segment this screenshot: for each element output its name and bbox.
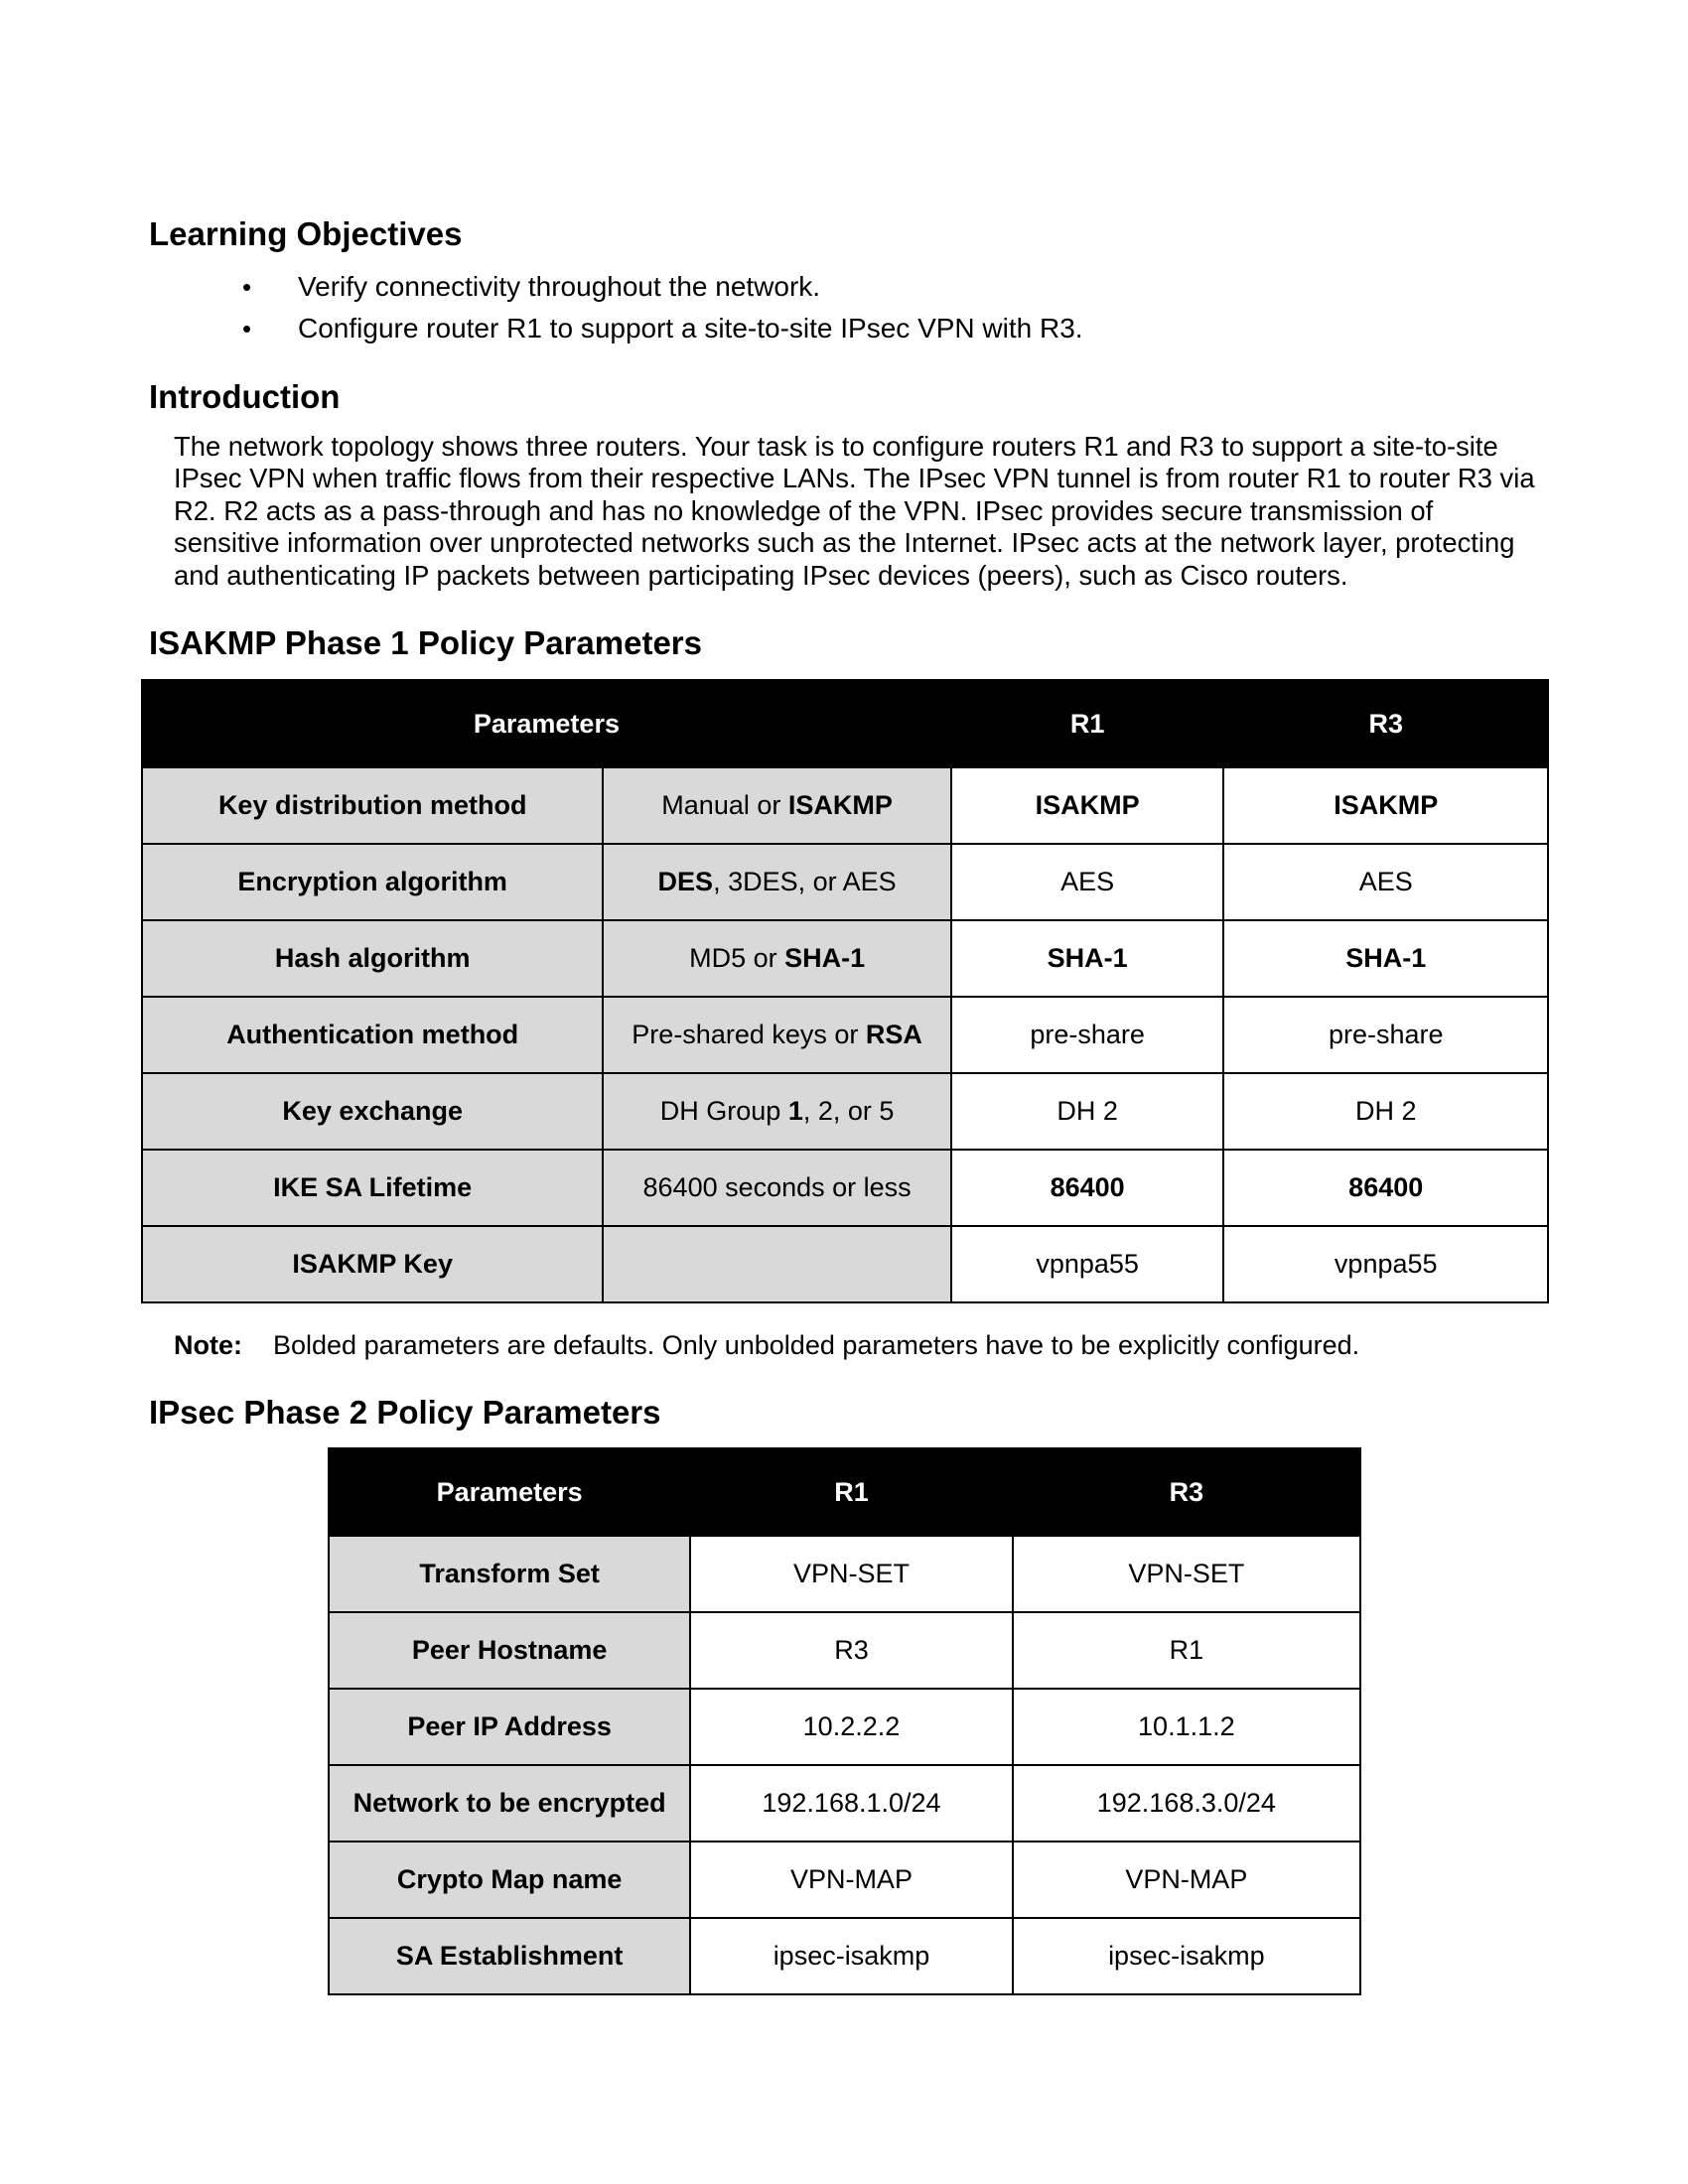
note: [174, 1328, 1359, 1362]
r1-value-cell: SHA-1: [951, 920, 1224, 997]
table-row: [142, 997, 1548, 1073]
header-r3: R3: [1223, 680, 1548, 767]
param-cell: Network to be encrypted: [329, 1765, 690, 1842]
option-segment: SHA-1: [784, 943, 866, 973]
r1-value-cell: VPN-MAP: [690, 1842, 1012, 1918]
table-row: [329, 1689, 1360, 1765]
r1-value-cell: AES: [951, 844, 1224, 920]
option-segment: ISAKMP: [787, 790, 893, 820]
r3-value-cell: SHA-1: [1223, 920, 1548, 997]
param-cell: Authentication method: [142, 997, 603, 1073]
r1-value-cell: ipsec-isakmp: [690, 1918, 1012, 1994]
r3-value-cell: ipsec-isakmp: [1013, 1918, 1360, 1994]
table-row: [142, 1150, 1548, 1226]
header-parameters: Parameters: [329, 1448, 690, 1536]
param-cell: Hash algorithm: [142, 920, 603, 997]
objective-text: Configure router R1 to support a site-to-site IPsec VPN with R3.: [298, 313, 1083, 343]
param-cell: SA Establishment: [329, 1918, 690, 1994]
param-cell: Crypto Map name: [329, 1842, 690, 1918]
param-cell: Key exchange: [142, 1073, 603, 1150]
note-label: Note:: [174, 1330, 242, 1360]
bullet-icon: •: [242, 314, 252, 343]
table-row: [329, 1612, 1360, 1689]
option-segment: DH Group: [659, 1096, 788, 1126]
r3-value-cell: 10.1.1.2: [1013, 1689, 1360, 1765]
bullet-icon: •: [242, 272, 252, 302]
r3-value-cell: AES: [1223, 844, 1548, 920]
r1-value-cell: 192.168.1.0/24: [690, 1765, 1012, 1842]
list-item: [228, 308, 1083, 349]
options-cell: [603, 767, 950, 844]
r3-value-cell: vpnpa55: [1223, 1226, 1548, 1302]
options-cell: [603, 1150, 950, 1226]
r1-value-cell: DH 2: [951, 1073, 1224, 1150]
phase2-table: [328, 1447, 1361, 1995]
note-text: Bolded parameters are defaults. Only unbolded parameters have to be explicitly configured.: [273, 1330, 1360, 1360]
list-item: [228, 266, 1083, 308]
param-cell: ISAKMP Key: [142, 1226, 603, 1302]
option-segment: Manual or: [661, 790, 788, 820]
option-segment: Pre-shared keys or: [632, 1020, 866, 1049]
r1-value-cell: VPN-SET: [690, 1536, 1012, 1612]
options-cell: [603, 844, 950, 920]
param-cell: Transform Set: [329, 1536, 690, 1612]
phase1-table: [141, 679, 1549, 1303]
option-segment: 1: [787, 1096, 803, 1126]
option-segment: RSA: [865, 1020, 922, 1049]
r3-value-cell: R1: [1013, 1612, 1360, 1689]
option-segment: 86400 seconds or less: [642, 1172, 912, 1202]
table-row: [142, 844, 1548, 920]
table-row: [329, 1918, 1360, 1994]
r1-value-cell: 10.2.2.2: [690, 1689, 1012, 1765]
table-row: [329, 1765, 1360, 1842]
r3-value-cell: DH 2: [1223, 1073, 1548, 1150]
r1-value-cell: 86400: [951, 1150, 1224, 1226]
param-cell: Encryption algorithm: [142, 844, 603, 920]
phase2-heading: IPsec Phase 2 Policy Parameters: [149, 1394, 661, 1431]
phase1-heading: ISAKMP Phase 1 Policy Parameters: [149, 624, 703, 661]
header-r1: R1: [690, 1448, 1012, 1536]
r3-value-cell: 192.168.3.0/24: [1013, 1765, 1360, 1842]
header-r3: R3: [1013, 1448, 1360, 1536]
option-segment: , 2, or 5: [802, 1096, 895, 1126]
options-cell: [603, 1073, 950, 1150]
r1-value-cell: R3: [690, 1612, 1012, 1689]
r3-value-cell: ISAKMP: [1223, 767, 1548, 844]
introduction-heading: Introduction: [149, 378, 341, 415]
r3-value-cell: 86400: [1223, 1150, 1548, 1226]
options-cell: [603, 1226, 950, 1302]
header-r1: R1: [951, 680, 1224, 767]
introduction-text: The network topology shows three routers. Your task is to configure routers R1 and R3 to support a site-to-site IPsec VPN when traffic flows from their respective LANs. The IPsec VPN tunnel is from router R1 to router R3 via R2. R2 acts as a pass-through and has no knowledge of the VPN. IPsec provides secure transmission of sensitive information over unprotected networks such as the Internet. IPsec acts at the network layer, protecting and authenticating IP packets between participating IPsec devices (peers), such as Cisco routers.: [174, 431, 1535, 591]
options-cell: [603, 997, 950, 1073]
r1-value-cell: vpnpa55: [951, 1226, 1224, 1302]
table-row: [142, 1226, 1548, 1302]
objective-text: Verify connectivity throughout the network.: [298, 271, 821, 302]
r3-value-cell: VPN-SET: [1013, 1536, 1360, 1612]
table-row: [142, 1073, 1548, 1150]
table-header-row: [329, 1448, 1360, 1536]
table-row: [142, 767, 1548, 844]
r3-value-cell: VPN-MAP: [1013, 1842, 1360, 1918]
r1-value-cell: ISAKMP: [951, 767, 1224, 844]
r3-value-cell: pre-share: [1223, 997, 1548, 1073]
objectives-list: [228, 266, 1083, 349]
options-cell: [603, 920, 950, 997]
param-cell: Peer Hostname: [329, 1612, 690, 1689]
param-cell: Key distribution method: [142, 767, 603, 844]
option-segment: , 3DES, or AES: [713, 867, 897, 896]
learning-objectives-heading: Learning Objectives: [149, 215, 463, 252]
option-segment: DES: [657, 867, 714, 896]
table-row: [329, 1536, 1360, 1612]
header-parameters: Parameters: [142, 680, 951, 767]
param-cell: IKE SA Lifetime: [142, 1150, 603, 1226]
r1-value-cell: pre-share: [951, 997, 1224, 1073]
param-cell: Peer IP Address: [329, 1689, 690, 1765]
table-row: [329, 1842, 1360, 1918]
option-segment: MD5 or: [689, 943, 785, 973]
table-row: [142, 920, 1548, 997]
table-header-row: [142, 680, 1548, 767]
